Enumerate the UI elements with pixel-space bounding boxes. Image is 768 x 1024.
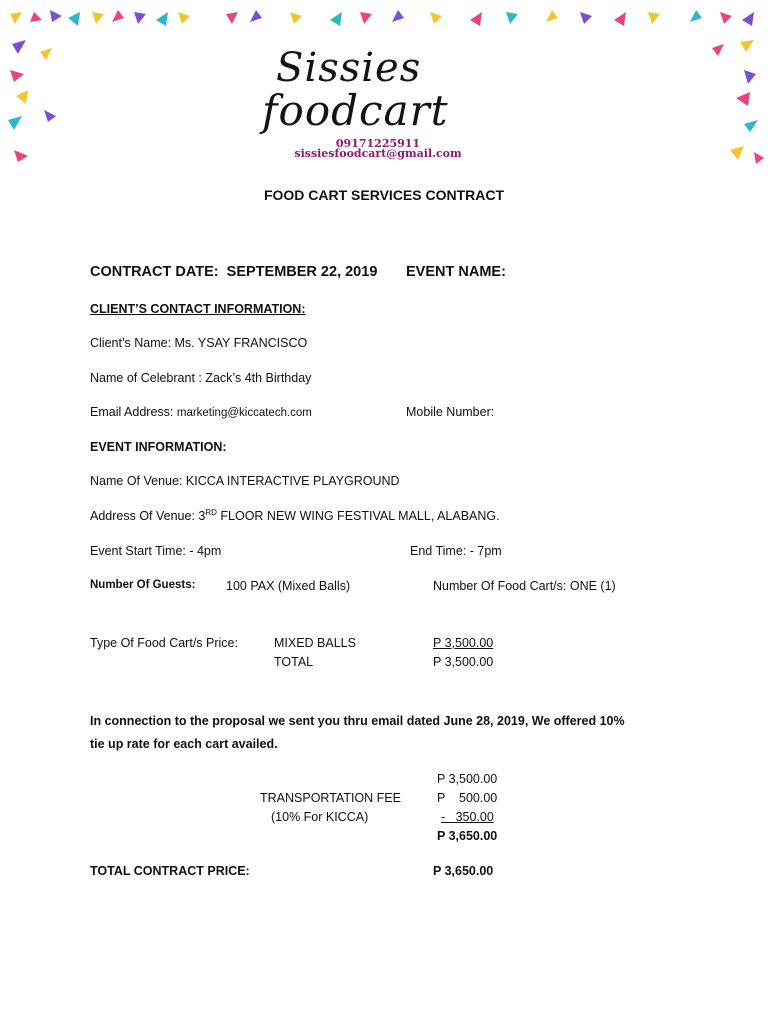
client-section-heading: CLIENT’S CONTACT INFORMATION: [90,302,306,316]
price-amount-mixed-balls: P 3,500.00 [433,636,494,650]
computation-subtotal: P 3,650.00 [437,829,498,843]
email-label: Email Address: [90,405,174,419]
brand-email: sissiesfoodcart@gmail.com [294,147,462,160]
event-end-time: End Time: - 7pm [410,544,502,558]
guests-value: 100 PAX (Mixed Balls) [226,579,351,593]
mobile-number-label: Mobile Number: [406,405,495,419]
contract-date-value: SEPTEMBER 22, 2019 [226,264,378,280]
address-superscript: RD [205,507,217,517]
price-item-mixed-balls: MIXED BALLS [274,636,356,650]
contract-date [90,264,377,280]
contract-date-label: CONTRACT DATE: [90,264,219,280]
email-address [90,405,312,419]
event-section-heading: EVENT INFORMATION: [90,440,227,454]
event-name-label: EVENT NAME: [406,264,506,280]
discount-label: (10% For KICCA) [271,810,369,824]
brand-phone: 09171225911 [335,137,421,150]
address-prefix: Address Of Venue: 3 [90,509,206,523]
venue-address [90,509,500,523]
price-label: Type Of Food Cart/s Price: [90,636,238,650]
document-title: FOOD CART SERVICES CONTRACT [263,187,505,203]
celebrant-name: Name of Celebrant : Zack’s 4th Birthday [90,371,312,385]
address-rest: FLOOR NEW WING FESTIVAL MALL, ALABANG. [216,509,500,523]
total-contract-price-label: TOTAL CONTRACT PRICE: [90,864,250,878]
total-contract-price-amount: P 3,650.00 [433,864,494,878]
food-cart-count: Number Of Food Cart/s: ONE (1) [433,579,616,593]
computation-base: P 3,500.00 [437,772,498,786]
venue-name: Name Of Venue: KICCA INTERACTIVE PLAYGROUND [90,474,400,488]
transportation-fee-label: TRANSPORTATION FEE [260,791,401,805]
transportation-fee-amount: P 500.00 [437,791,498,805]
event-start-time: Event Start Time: - 4pm [90,544,222,558]
price-item-total: TOTAL [274,655,314,669]
discount-amount: - 350.00 [441,810,494,824]
client-name: Client’s Name: Ms. YSAY FRANCISCO [90,336,308,350]
email-value: marketing@kiccatech.com [176,407,312,419]
brand-name-line1: Sissies [276,45,422,91]
proposal-line1: In connection to the proposal we sent you thru email dated June 28, 2019, We offered 10% [90,714,625,728]
price-amount-total: P 3,500.00 [433,655,494,669]
guests-label: Number Of Guests: [90,579,196,591]
proposal-line2: tie up rate for each cart availed. [90,737,278,751]
brand-name-line2: foodcart [262,86,449,135]
